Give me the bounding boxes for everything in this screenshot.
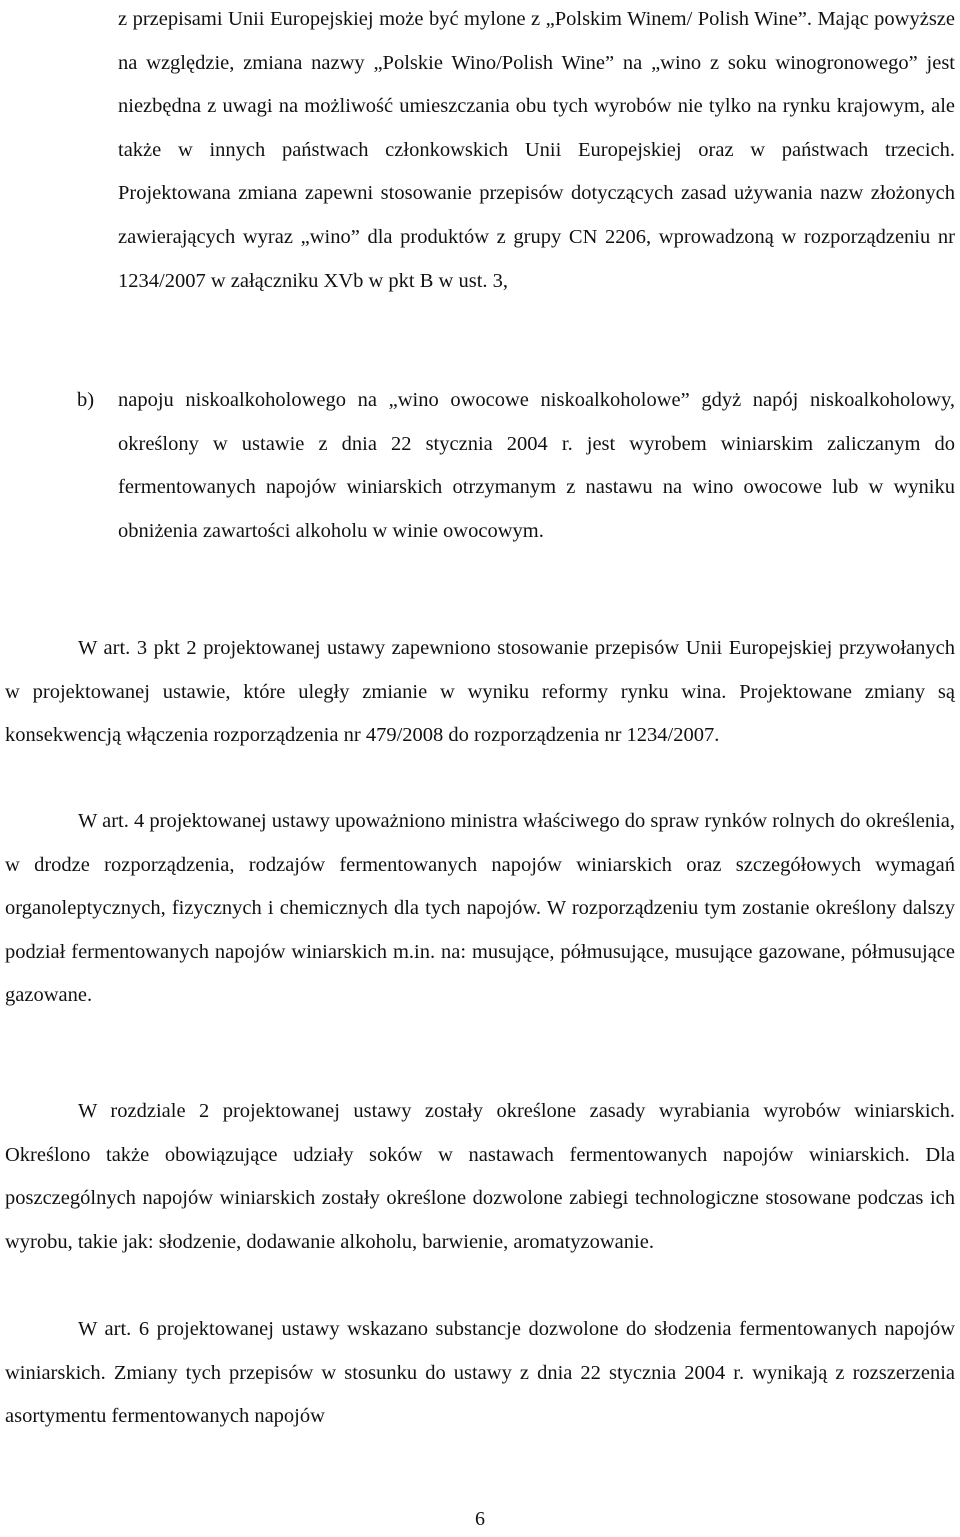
page-number: 6 [475,1508,485,1530]
paragraph-art6: W art. 6 projektowanej ustawy wskazano substancje dozwolone do słodzenia fermentowanych napojów winiarskich. Zmiany tych przepisów w stosunku do ustawy z dnia 22 stycznia 2004 r. wynikają z rozszerzenia asortymentu fermentowanych napojów [5,1318,955,1428]
list-item-b-text: napoju niskoalkoholowego na „wino owocowe niskoalkoholowe” gdyż napój niskoalkoholowy, określony w ustawie z dnia 22 stycznia 2004 r. jest wyrobem winiarskim zaliczanym do fermentowanych napojów winiarskich otrzymanym z nastawu na wino owocowe lub w wyniku obniżenia zawartości alkoholu w winie owocowym. [118,389,955,542]
paragraph-rozdzial2: W rozdziale 2 projektowanej ustawy zostały określone zasady wyrabiania wyrobów winiarskich. Określono także obowiązujące udziały soków w nastawach fermentowanych napojów winiarskich. Dla poszczególnych napojów winiarskich zostały określone dozwolone zabiegi technologiczne stosowane podczas ich wyrobu, takie jak: słodzenie, dodawanie alkoholu, barwienie, aromatyzowanie. [5,1100,955,1253]
paragraph-art3: W art. 3 pkt 2 projektowanej ustawy zapewniono stosowanie przepisów Unii Europejskiej przywołanych w projektowanej ustawie, które uległy zmianie w wyniku reformy rynku wina. Projektowane zmiany są konsekwencją włączenia rozporządzenia nr 479/2008 do rozporządzenia nr 1234/2007. [5,637,955,747]
list-item-b-label: b) [77,389,95,411]
paragraph-continuation: z przepisami Unii Europejskiej może być mylone z „Polskim Winem/ Polish Wine”. Mając powyższe na względzie, zmiana nazwy „Polskie Wino/Polish Wine” na „wino z soku winogronowego” jest niezbędna z uwagi na możliwość umieszczania obu tych wyrobów nie tylko na rynku krajowym, ale także w innych państwach członkowskich Unii Europejskiej oraz w państwach trzecich. Projektowana zmiana zapewni stosowanie przepisów dotyczących zasad używania nazw złożonych zawierających wyraz „wino” dla produktów z grupy CN 2206, wprowadzoną w rozporządzeniu nr 1234/2007 w załączniku XVb w pkt B w ust. 3, [118,8,955,292]
paragraph-art4: W art. 4 projektowanej ustawy upoważniono ministra właściwego do spraw rynków rolnych do określenia, w drodze rozporządzenia, rodzajów fermentowanych napojów winiarskich oraz szczegółowych wymagań organoleptycznych, fizycznych i chemicznych dla tych napojów. W rozporządzeniu tym zostanie określony dalszy podział fermentowanych napojów winiarskich m.in. na: musujące, półmusujące, musujące gazowane, półmusujące gazowane. [5,810,955,1007]
